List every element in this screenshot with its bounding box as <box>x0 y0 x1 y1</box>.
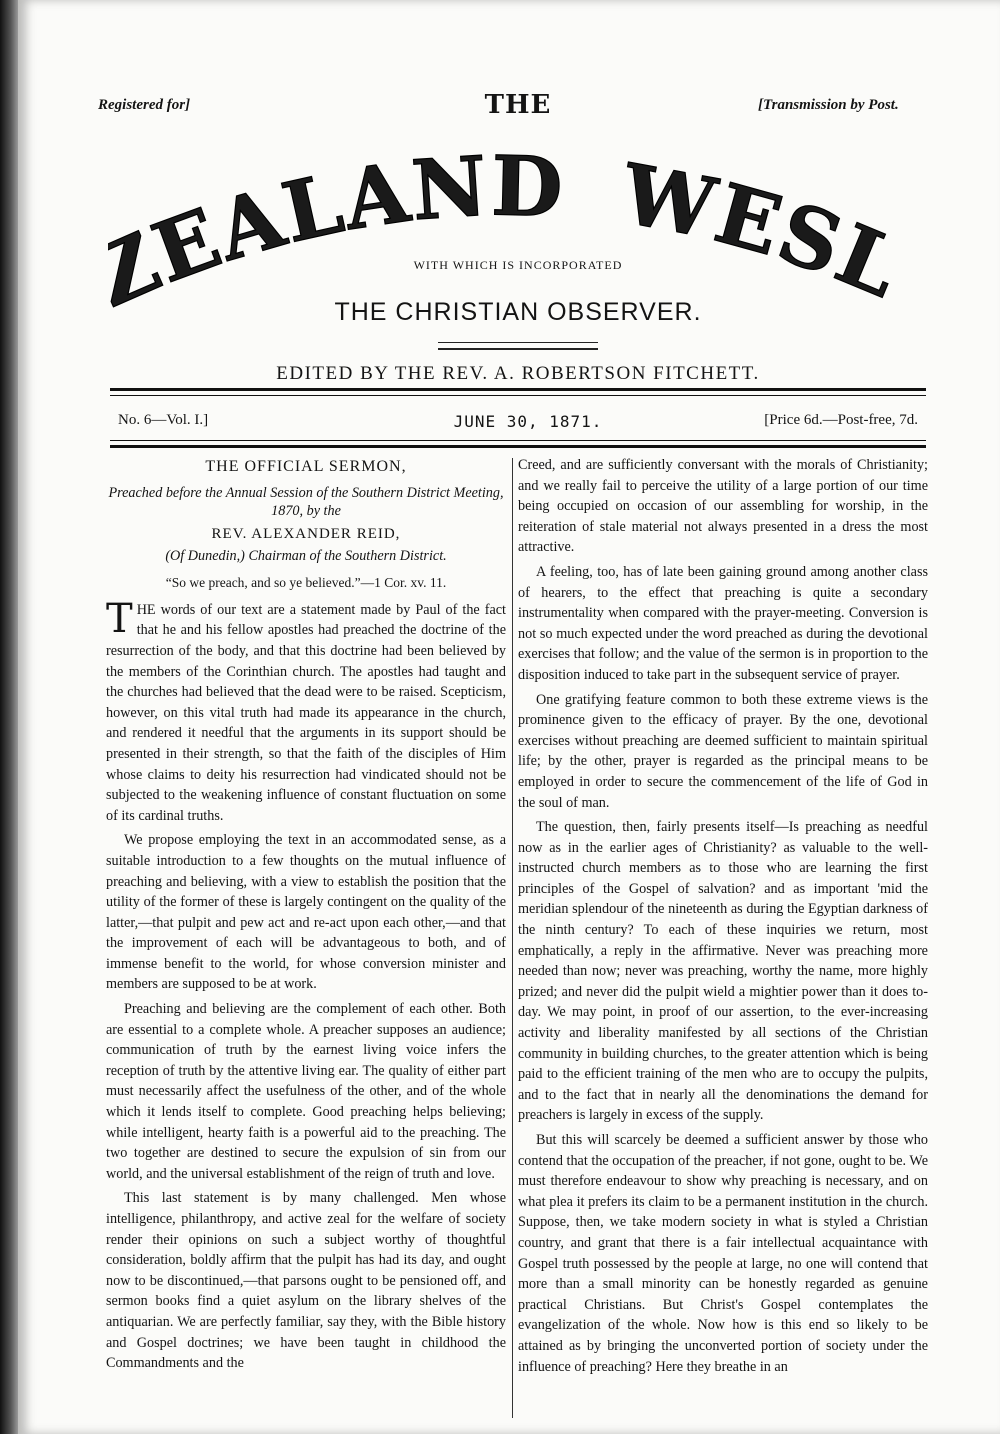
article-subtitle: Preached before the Annual Session of the Southern District Meeting, 1870, by the <box>108 484 504 519</box>
article-column-left <box>106 455 506 1378</box>
paragraph: We propose employing the text in an accommodated sense, as a suitable introduction to a few thoughts on the mutual influence of preaching and believing, with a view to establish the position that the utility of the former of these is largely contingent on the quality of the latter,—that pulpit and pew act and re-act upon each other,—and that the improvement of each will be advantageous to both, and of immense benefit to the world, for whose conversion minister and members are supposed to be at work. <box>106 832 506 993</box>
column-divider <box>512 458 513 1418</box>
paragraph: This last statement is by many challenged. Men whose intelligence, philanthropy, and active zeal for the welfare of society render their opinions on such a subject worthy of thoughtful consideration, boldly affirm that the pulpit has had its day, and ought now to be discontinued,—that parsons ought to be pensioned off, and sermon books find a quiet asylum on the library shelves of the antiquarian. We are perfectly familiar, say they, with the Bible history and Gospel doctrines; we have been taught in childhood the Commandments and the <box>106 1190 506 1372</box>
paragraph: Creed, and are sufficiently conversant with the morals of Christianity; and we really fail to perceive the utility of a large portion of our time being occupied on occasion of our assembling for worship, in the reiteration of stale material not always presented in a dress the most attractive. <box>518 457 928 556</box>
registered-note: Registered for] <box>98 97 191 113</box>
paragraph: The question, then, fairly presents itself—Is preaching as needful now as in the earlier ages of Christianity? as valuable to the well-instructed church members as to those who are learning the first principles of the Gospel of salvation? and as important 'mid the meridian splendour of the nineteenth as during the Egyptian darkness of the ninth century? To each of these inquiries we return, most emphatically, a reply in the affirmative. Never was preaching more needed than now; never was preaching, worthy the name, more highly prized; and never did the pulpit wield a mightier power than it does to-day. We may point, in proof of our assertion, to the ever-increasing activity and liberality manifested by all sections of the Christian community in building churches, to the greater attention which is being paid to the efficient training of the men who are to occupy the pulpits, and to the fact that in nearly all the denominations the demand for preachers is largely in excess of the supply. <box>518 819 928 1124</box>
subtitle-christian-observer: THE CHRISTIAN OBSERVER. <box>334 298 702 326</box>
article-title: THE OFFICIAL SERMON, <box>205 458 407 475</box>
paragraph: Preaching and believing are the complement of each other. Both are essential to a complete whole. A preacher supposes an audience; communication of truth by the earnest living voice infers the reception of truth by the attentive living ear. The quality of either part must necessarily affect the usefulness of the other, and of the whole which it lends itself to complete. Good preaching helps believing; while intelligent, hearty faith is a powerful aid to the preaching. The two together are destined to secure the expulsion of sin from our world, and the universal establishment of the reign of truth and love. <box>106 1001 506 1182</box>
incorporated-line: WITH WHICH IS INCORPORATED <box>413 258 623 272</box>
newspaper-page <box>18 0 1000 1434</box>
preacher-name: REV. ALEXANDER REID, <box>211 525 401 542</box>
drop-cap: T <box>106 595 133 642</box>
issue-price: [Price 6d.—Post-free, 7d. <box>764 412 918 428</box>
paragraph: THE words of our text are a statement made by Paul of the fact that he and his fellow apostles had preached the doctrine of the resurrection of the body, and that this doctrine had been believed by the members of the Corinthian church. The apostles had taught and the churches had believed that the dead were to be raised. Scepticism, however, on this vital truth had made its appearance in the church, and rendered it needful that the arguments in its support should be presented in their strength, so that the faith of the disciples of Him whose claims to deity his resurrection had vindicated should not be subjected to the weakening influence of constant fluctuation on some of its cardinal truths. <box>106 595 506 824</box>
preacher-role: (Of Dunedin,) Chairman of the Southern District. <box>165 548 447 565</box>
scripture-epigraph: “So we preach, and so ye believed.”—1 Cor. xv. 11. <box>165 575 447 591</box>
svg-text:NEW ZEALAND WESLEYAN <box>108 120 908 326</box>
paragraph: A feeling, too, has of late been gaining ground among another class of hearers, to the effect that preaching is quite a secondary instrumentality when compared with the prayer-meeting. Conversion is not so much expected under the word preached as during the devotional exercises that follow; and the value of the sermon is in proportion to the disposition induced to take part in the subsequent service of prayer. <box>518 563 928 683</box>
masthead-title-text: EALAND WESL <box>141 138 908 318</box>
paragraph: One gratifying feature common to both these extreme views is the prominence given to the efficacy of prayer. By the one, devotional exercises without preaching are deemed sufficient to maintain spiritual life; by the other, prayer is regarded as the principal means to be employed in order to secure the commencement of the life of God in the soul of man. <box>518 691 928 811</box>
article-column-right <box>518 455 928 1381</box>
ornamental-rule <box>438 342 598 350</box>
header-rule-bottom <box>110 440 926 448</box>
paragraph: But this will scarcely be deemed a sufficient answer by those who contend that the occupation of the preacher, if not gone, ought to be. We must therefore endeavour to show why preaching is necessary, and on what plea it prefers its claim to be a permanent institution in the church. Suppose, then, we take modern society in what is styled a Christian country, and grant that there is a fair intellectual acquaintance with Gospel truth possessed by the people at large, no one will contend that more than a small minority can be honestly regarded as genuine practical Christians. But Christ's Gospel contemplates the evangelization of the whole. Now how is this end so likely to be attained as by bringing the unconverted portion of society under the influence of preaching? Here they breathe in an <box>518 1132 928 1375</box>
editor-line: EDITED BY THE REV. A. ROBERTSON FITCHETT. <box>276 363 760 384</box>
page-binding-edge <box>0 0 18 1434</box>
transmission-note: [Transmission by Post. <box>758 97 899 113</box>
issue-info-row <box>118 412 918 436</box>
masthead-the: THE <box>484 90 552 120</box>
header-rule-top <box>110 388 926 396</box>
issue-number: No. 6—Vol. I.] <box>118 412 209 428</box>
issue-date: JUNE 30, 1871. <box>453 412 603 431</box>
